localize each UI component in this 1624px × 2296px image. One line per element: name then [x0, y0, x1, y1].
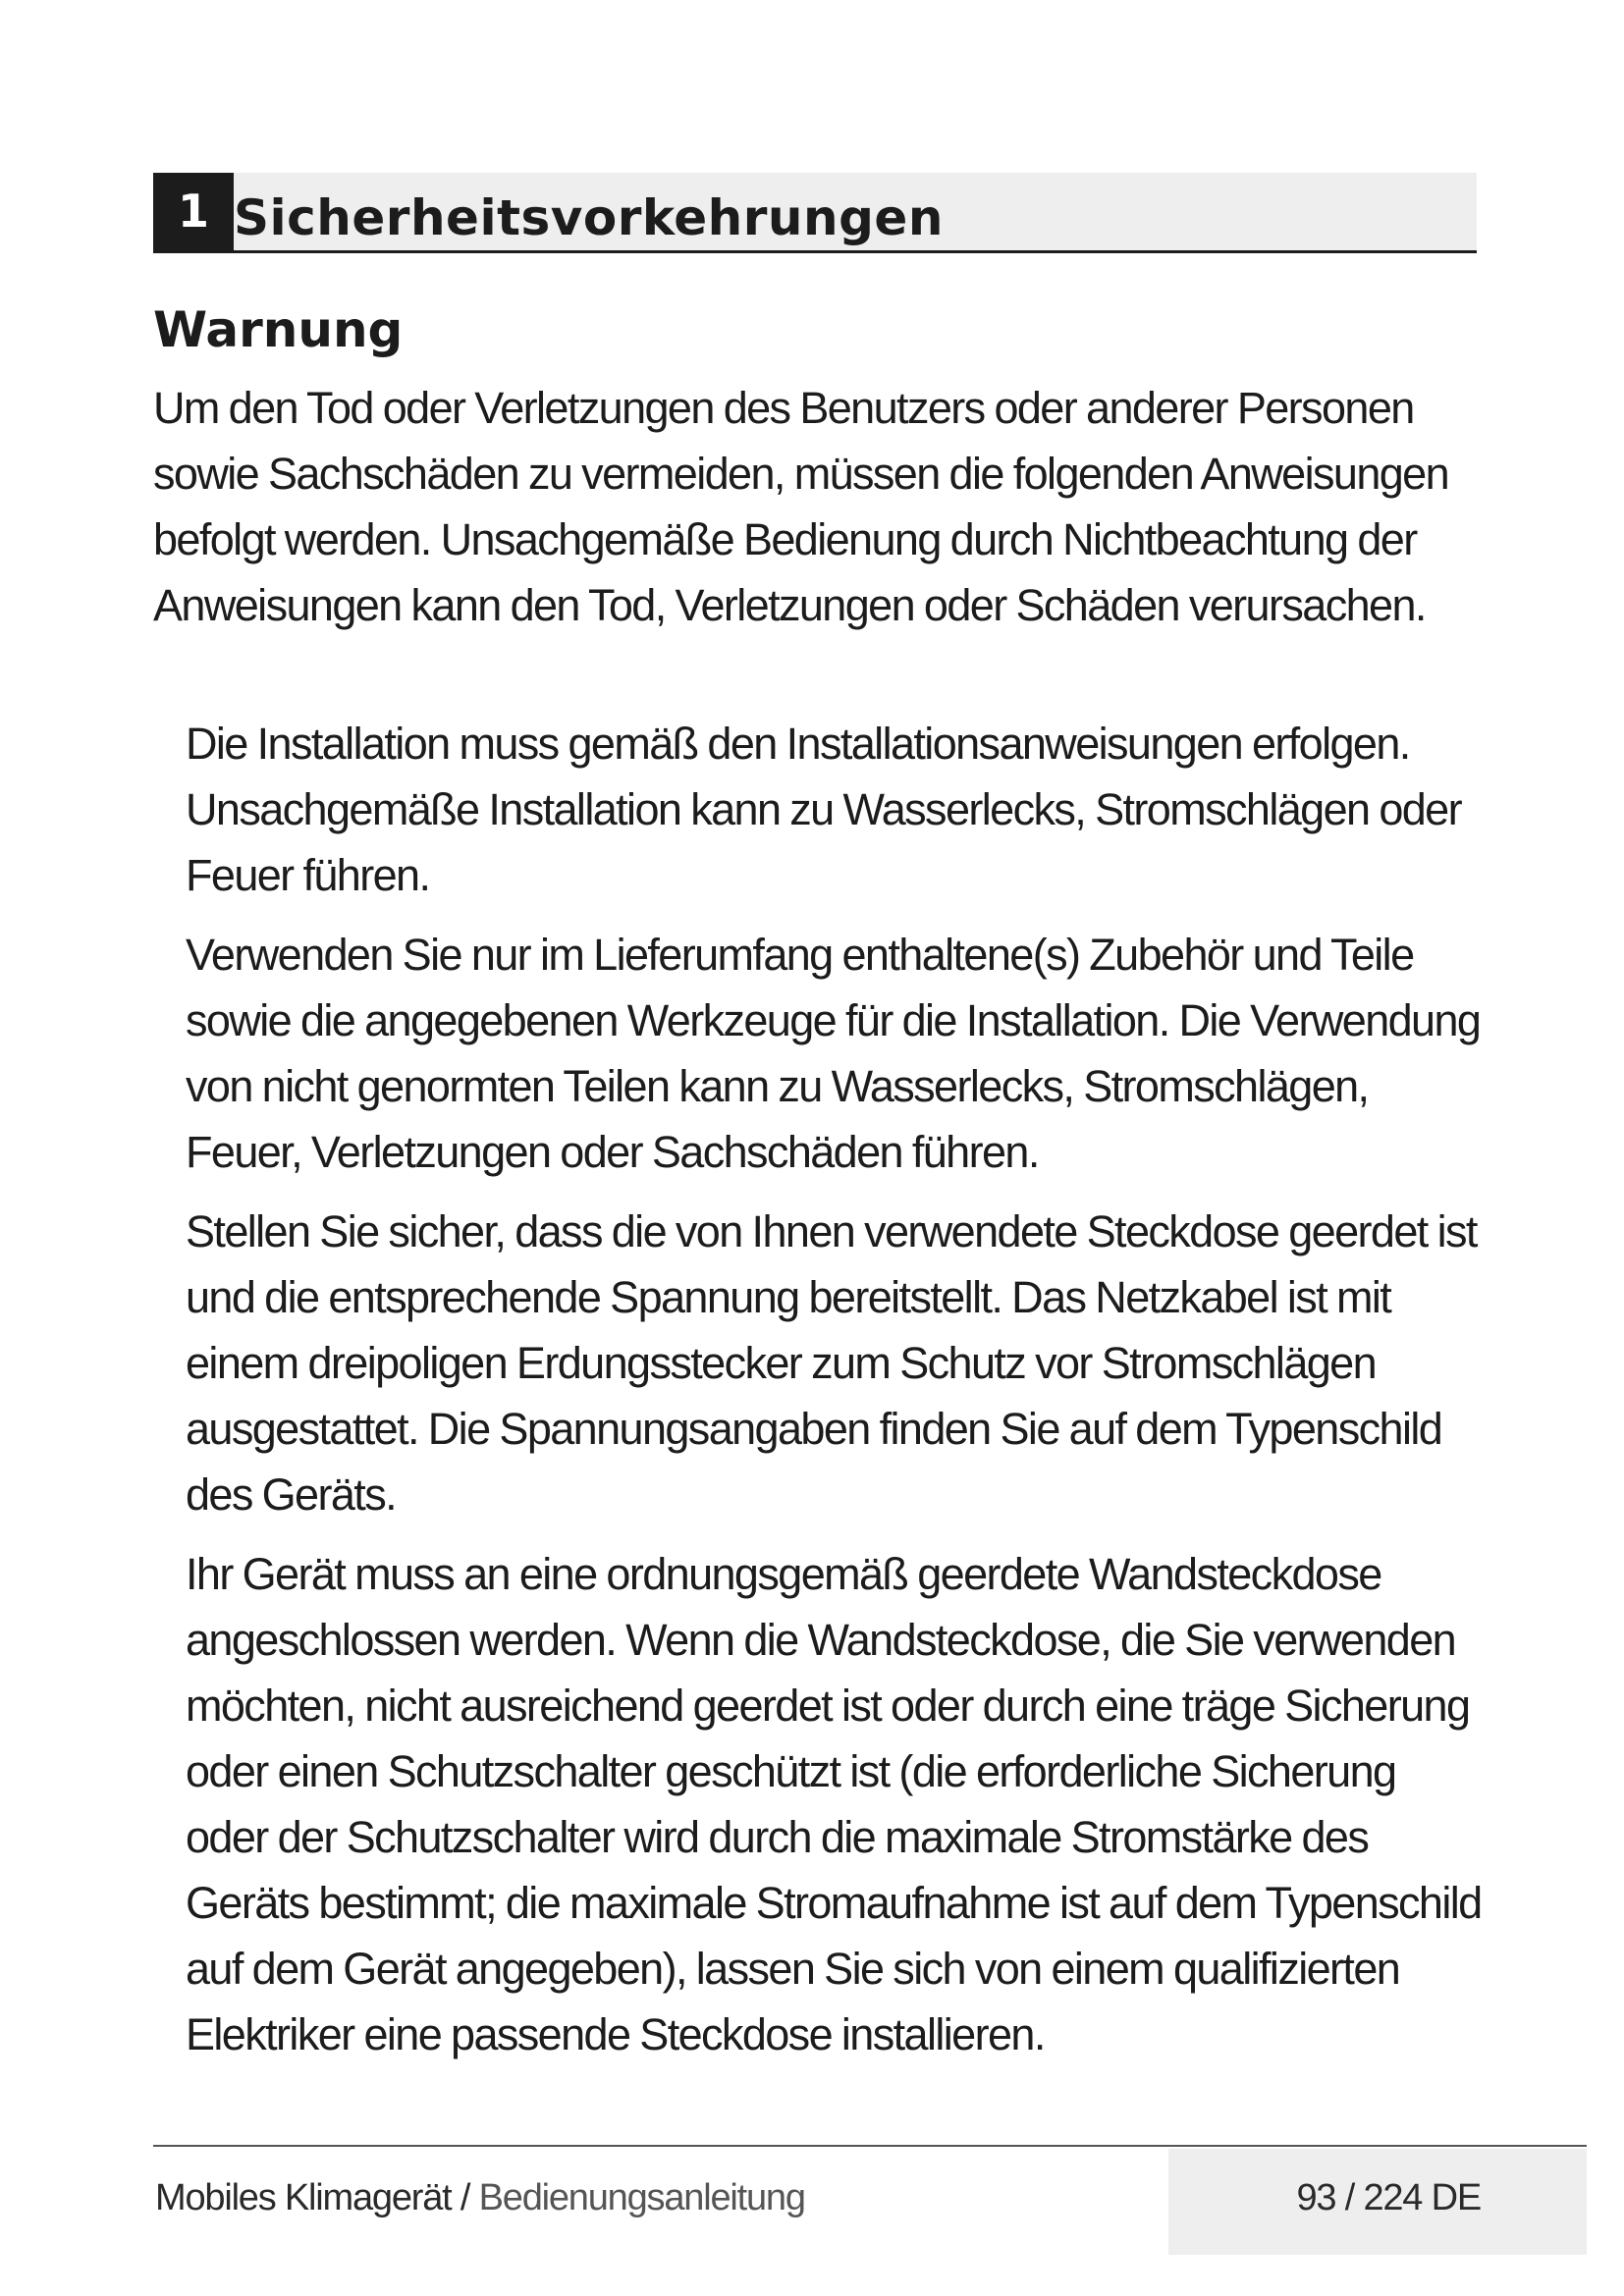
page-number: 93 / 224 DE	[1296, 2177, 1481, 2218]
warning-intro-paragraph: Um den Tod oder Verletzungen des Benutzers oder anderer Personen sowie Sachschäden zu vermeiden, müssen die folgenden Anweisungen befolgt werden. Unsachgemäße Bedienung durch Nichtbeachtung der Anweisungen kann den Tod, Verletzungen oder Schäden verursachen.	[153, 383, 1449, 630]
section-header	[153, 173, 1477, 253]
section-title: Sicherheitsvorkehrungen	[234, 189, 944, 246]
safety-instructions-list	[186, 711, 1487, 2081]
safety-instruction-accessories: Verwenden Sie nur im Lieferumfang enthaltene(s) Zubehör und Teile sowie die angegebenen Werkzeuge für die Installation. Die Verwendung von nicht genormten Teilen kann zu Wasserlecks, Stromschlägen, Feuer, Verletzungen oder Sachschäden führen.	[186, 930, 1481, 1177]
footer-page-box	[1168, 2149, 1587, 2255]
warning-heading: Warnung	[153, 301, 404, 358]
section-number: 1	[153, 173, 234, 250]
safety-instruction-wall-outlet: Ihr Gerät muss an eine ordnungsgemäß geerdete Wandsteckdose angeschlossen werden. Wenn die Wandsteckdose, die Sie verwenden möchten, nicht ausreichend geerdet ist oder durch eine träge Sicherung oder einen Schutzschalter geschützt ist (die erforderliche Sicherung oder der Schutzschalter wird durch die maximale Stromstärke des Geräts bestimmt; die maximale Stromaufnahme ist auf dem Typenschild auf dem Gerät angegeben), lassen Sie sich von einem qualifizierten Elektriker eine passende Steckdose installieren.	[186, 1549, 1482, 2059]
footer-divider	[153, 2145, 1587, 2147]
safety-instruction-installation: Die Installation muss gemäß den Installationsanweisungen erfolgen. Unsachgemäße Installation kann zu Wasserlecks, Stromschlägen oder Feuer führen.	[186, 719, 1461, 900]
footer-document-title	[155, 2173, 805, 2222]
footer-product-name: Mobiles Klimagerät /	[155, 2177, 479, 2218]
safety-instruction-grounded-socket: Stellen Sie sicher, dass die von Ihnen verwendete Steckdose geerdet ist und die entsprechende Spannung bereitstellt. Das Netzkabel ist mit einem dreipoligen Erdungsstecker zum Schutz vor Stromschlägen ausgestattet. Die Spannungsangaben finden Sie auf dem Typenschild des Geräts.	[186, 1206, 1477, 1520]
footer-document-type: Bedienungsanleitung	[478, 2177, 805, 2218]
